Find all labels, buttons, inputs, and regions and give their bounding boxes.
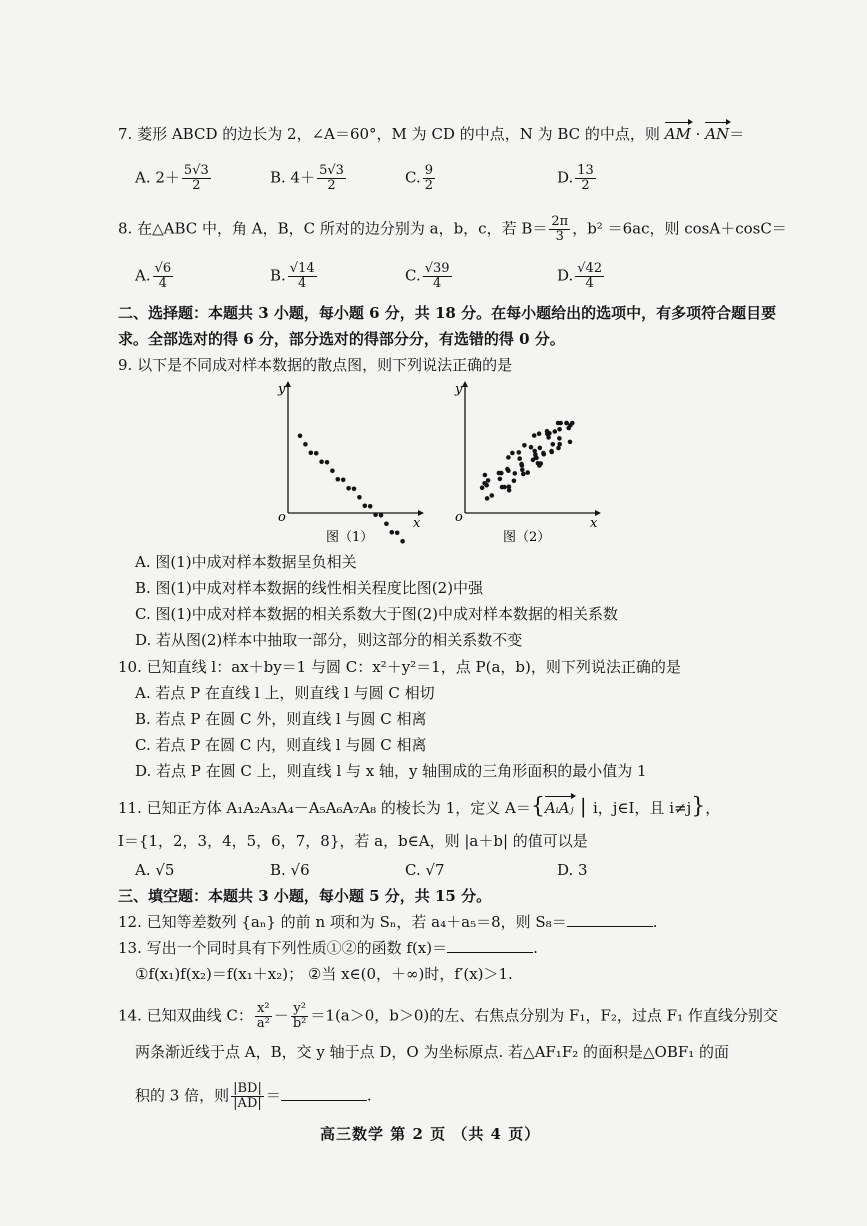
scatter-point <box>395 531 400 536</box>
origin-label: o <box>455 510 463 525</box>
scatter-point <box>314 451 319 456</box>
scatter-point <box>519 462 524 467</box>
q7-option-d: D. $\frac{13}{2}$ <box>557 163 594 193</box>
scatter-figure-1 <box>268 375 428 550</box>
scatter-point <box>485 496 490 501</box>
section3-heading: 三、填空题：本题共 3 小题，每小题 5 分，共 15 分。 <box>118 887 492 905</box>
x-axis-label: x <box>590 516 598 531</box>
figure-1-caption: 图（1） <box>326 530 374 545</box>
scatter-point <box>499 471 504 476</box>
figure-2-caption: 图（2） <box>503 530 551 545</box>
scatter-point <box>400 539 405 544</box>
q7-option-c: C. $\frac{9}{2}$ <box>405 163 433 193</box>
q14-stem-line2: 两条渐近线于点 A，B，交 y 轴于点 D，O 为坐标原点. 若△AF₁F₂ 的面积是△OBF₁ 的面 <box>135 1043 730 1061</box>
q10-option-a: A. 若点 P 在直线 l 上，则直线 l 与圆 C 相切 <box>135 684 435 702</box>
origin-label: o <box>278 510 286 525</box>
q7-option-b: B. 4＋ $\frac{5√3}{2}$ <box>270 163 344 193</box>
q8-option-c: C. $\frac{√39}{4}$ <box>405 261 450 291</box>
scatter-point <box>521 472 526 477</box>
scatter-point <box>498 477 503 482</box>
scatter-point <box>490 493 495 498</box>
q13-stem: 13. 写出一个同时具有下列性质①②的函数 f(x)＝ . <box>118 939 538 957</box>
scatter-figure-2 <box>445 375 605 550</box>
scatter-point <box>309 451 314 456</box>
q8-option-d: D. $\frac{√42}{4}$ <box>557 261 603 291</box>
scatter-point <box>522 443 527 448</box>
scatter-point <box>325 460 330 465</box>
scatter-point <box>319 460 324 465</box>
q9-option-d: D. 若从图(2)样本中抽取一部分，则这部分的相关系数不变 <box>135 631 523 649</box>
scatter-point <box>513 471 518 476</box>
q8-option-a: A. $\frac{√6}{4}$ <box>135 261 172 291</box>
q11-option-c: C. √7 <box>405 861 445 879</box>
q11-option-b: B. √6 <box>270 861 310 879</box>
scatter-point <box>517 456 522 461</box>
scatter-point <box>556 446 561 451</box>
y-axis-label: y <box>278 382 286 397</box>
scatter-point <box>533 452 538 457</box>
scatter-point <box>564 421 569 426</box>
scatter-point <box>384 522 389 527</box>
scatter-point <box>480 486 485 491</box>
scatter-point <box>352 487 357 492</box>
q10-option-b: B. 若点 P 在圆 C 外，则直线 l 与圆 C 相离 <box>135 710 427 728</box>
x-axis-label: x <box>413 516 421 531</box>
scatter-point <box>303 442 308 447</box>
scatter-point <box>541 451 546 456</box>
scatter-point <box>510 451 515 456</box>
scatter-point <box>537 431 542 436</box>
scatter-point <box>330 469 335 474</box>
vector-aiaj: AᵢAⱼ <box>544 799 574 817</box>
scatter-point <box>531 458 536 463</box>
q8-stem: 8. 在△ABC 中，角 A，B，C 所对的边分别为 a，b，c，若 B＝ $\frac{2\pi}{3}$ ，b² ＝6ac，则 cosA＋cosC＝ <box>118 214 787 244</box>
q11-stem-cont: I＝{1，2，3，4，5，6，7，8}，若 a，b∈A，则 |a＋b| 的值可以是 <box>118 832 588 850</box>
scatter-point <box>512 479 517 484</box>
scatter-point <box>538 446 543 451</box>
scatter-point <box>557 427 562 432</box>
answer-blank[interactable] <box>281 1086 367 1101</box>
scatter-point <box>298 434 303 439</box>
scatter-point <box>553 429 558 434</box>
scatter-point <box>529 445 534 450</box>
q7-option-a: A. 2＋ $\frac{5√3}{2}$ <box>135 163 209 193</box>
section2-heading: 二、选择题：本题共 3 小题，每小题 6 分，共 18 分。在每小题给出的选项中，有多项符合题目要 <box>118 304 777 322</box>
q10-stem: 10. 已知直线 l：ax＋by＝1 与圆 C：x²＋y²＝1，点 P(a，b)，则下列说法正确的是 <box>118 658 681 676</box>
q9-stem: 9. 以下是不同成对样本数据的散点图，则下列说法正确的是 <box>118 356 513 374</box>
scatter-point <box>357 495 362 500</box>
q9-option-a: A. 图(1)中成对样本数据呈负相关 <box>135 553 357 571</box>
q14-stem-line3: 积的 3 倍，则 $\frac{|BD|}{|AD|}$ ＝ . <box>135 1081 372 1111</box>
scatter-point <box>484 483 489 488</box>
scatter-point <box>537 463 542 468</box>
scatter-point <box>568 440 573 445</box>
scatter-point <box>551 442 556 447</box>
scatter-point <box>368 504 373 509</box>
scatter-point <box>483 473 488 478</box>
q12-stem: 12. 已知等差数列 {aₙ} 的前 n 项和为 Sₙ，若 a₄＋a₅＝8，则 S₈＝ . <box>118 913 658 931</box>
q7-stem: 7. 菱形 ABCD 的边长为 2，∠A＝60°，M 为 CD 的中点，N 为 BC 的中点，则 AM · AN＝ <box>118 125 745 143</box>
scatter-point <box>520 468 525 473</box>
vector-am: AM <box>664 125 691 143</box>
scatter-point <box>525 470 530 475</box>
scatter-point <box>502 485 507 490</box>
scatter-point <box>549 450 554 455</box>
scatter-point <box>558 421 563 426</box>
scatter-point <box>505 467 510 472</box>
scatter-point <box>517 450 522 455</box>
section2-heading-cont: 求。全部选对的得 6 分，部分选对的得部分分，有选错的得 0 分。 <box>118 330 565 348</box>
scatter-point <box>341 478 346 483</box>
q10-option-c: C. 若点 P 在圆 C 内，则直线 l 与圆 C 相离 <box>135 736 427 754</box>
scatter-point <box>346 486 351 491</box>
q13-properties: ①f(x₁)f(x₂)＝f(x₁＋x₂)； ②当 x∈(0，＋∞)时，f′(x)＞1. <box>135 965 513 983</box>
scatter-point <box>545 432 550 437</box>
scatter-point <box>373 513 378 518</box>
q11-stem: 11. 已知正方体 A₁A₂A₃A₄－A₅A₆A₇A₈ 的棱长为 1，定义 A＝{AᵢAⱼ | i，j∈I，且 i≠j}， <box>118 794 721 819</box>
q14-stem: 14. 已知双曲线 C： $\frac{\text{x²}}{\text{a²}}$ － $\frac{\text{y²}}{\text{b²}}$ ＝1(a＞0，b＞0)的左、右焦点分别为 F₁，F₂，过点 F₁ 作直线分别交 <box>118 1001 778 1031</box>
scatter-point <box>379 513 384 518</box>
q11-option-d: D. 3 <box>557 861 588 879</box>
scatter-point <box>532 433 537 438</box>
q8-option-b: B. $\frac{√14}{4}$ <box>270 261 315 291</box>
answer-blank[interactable] <box>447 938 533 953</box>
scatter-point <box>363 504 368 509</box>
scatter-point <box>557 436 562 441</box>
vector-an: AN <box>705 125 730 143</box>
q9-option-b: B. 图(1)中成对样本数据的线性相关程度比图(2)中强 <box>135 579 484 597</box>
scatter-point <box>390 530 395 535</box>
answer-blank[interactable] <box>567 912 653 927</box>
q11-option-a: A. √5 <box>135 861 175 879</box>
page-footer: 高三数学 第 2 页 （共 4 页） <box>320 1125 541 1143</box>
scatter-point <box>570 421 575 426</box>
q9-option-c: C. 图(1)中成对样本数据的相关系数大于图(2)中成对样本数据的相关系数 <box>135 605 618 623</box>
scatter-point <box>506 455 511 460</box>
scatter-point <box>507 488 512 493</box>
scatter-point <box>486 478 491 483</box>
q10-option-d: D. 若点 P 在圆 C 上，则直线 l 与 x 轴，y 轴围成的三角形面积的最小值为 1 <box>135 762 647 780</box>
scatter-point <box>336 477 341 482</box>
y-axis-label: y <box>455 382 463 397</box>
